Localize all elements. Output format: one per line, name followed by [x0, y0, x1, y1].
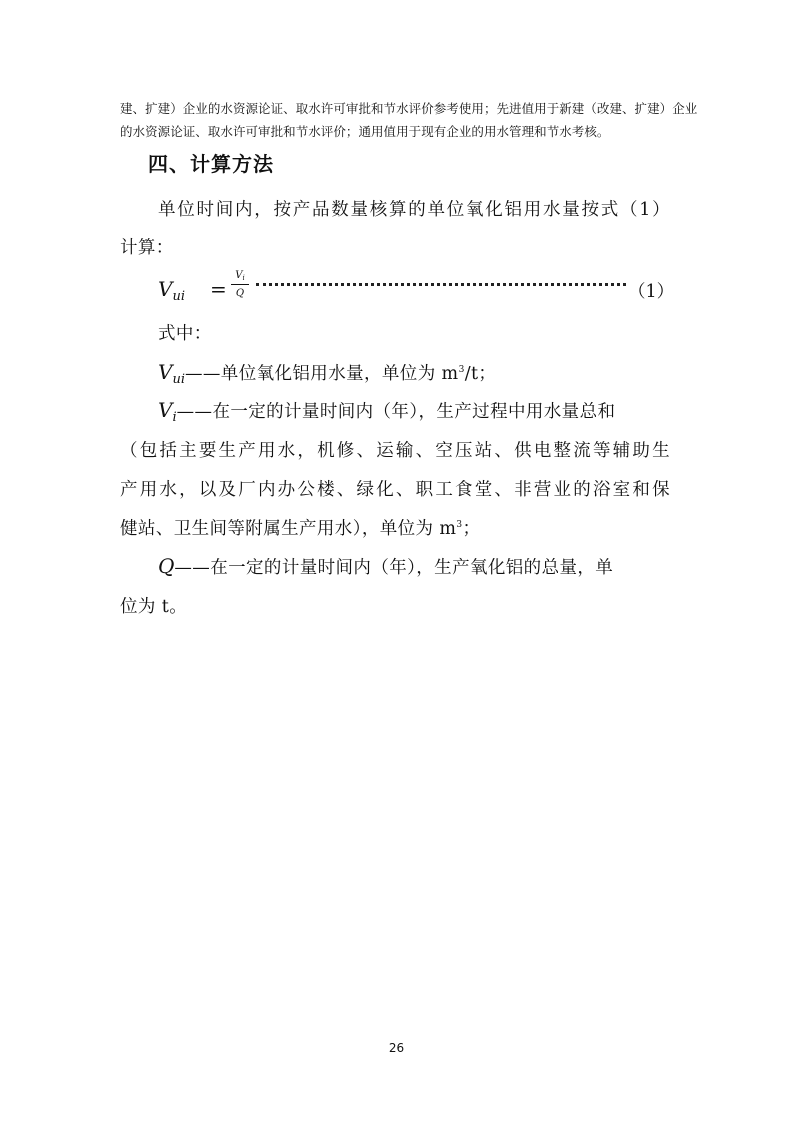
intro-line-1: 建、扩建）企业的水资源论证、取水许可审批和节水评价参考使用；先进值用于新建（改建、扩建）企业 — [120, 101, 698, 116]
formula-equals: = — [210, 277, 227, 301]
definition-q-line-1: Q——在一定的计量时间内（年），生产氧化铝的总量，单 — [158, 554, 614, 578]
definition-vi-line-1: $V_i——$在一定的计量时间内（年），生产过程中用水量总和 — [158, 398, 616, 425]
intro-line-2: 的水资源论证、取水许可审批和节水评价；通用值用于现有企业的用水管理和节水考核。 — [120, 124, 610, 139]
formula-lhs: $V_{ui}$ — [158, 277, 185, 304]
formula-dot-leader — [256, 283, 626, 286]
definition-vi-line-3: 产用水，以及厂内办公楼、绿化、职工食堂、非营业的浴室和保 — [120, 480, 670, 500]
section-heading: 四、计算方法 — [148, 152, 274, 176]
vi-symbol: $V_i$ — [158, 398, 177, 425]
formula-fraction — [231, 271, 249, 299]
definition-vi-line-4: 健站、卫生间等附属生产用水），单位为 $m^3$； — [120, 519, 481, 539]
method-paragraph-line-1: 单位时间内，按产品数量核算的单位氧化铝用水量按式（1） — [158, 200, 670, 220]
formula-numerator: $V_i$ — [231, 271, 249, 285]
formula-denominator: Q — [235, 288, 245, 299]
q-symbol: Q — [158, 554, 175, 578]
vui-symbol: $V_{ui}$ — [158, 360, 185, 387]
where-label: 式中： — [158, 324, 212, 344]
definition-q-line-2: 位为 t。 — [120, 597, 188, 617]
definition-vui: $V_{ui}——$单位氧化铝用水量，单位为 $m^3/t$； — [158, 360, 497, 387]
page-number: 26 — [388, 1041, 405, 1055]
definition-vi-line-2: （包括主要生产用水，机修、运输、空压站、供电整流等辅助生 — [120, 441, 670, 461]
formula-number: （1） — [628, 282, 675, 302]
method-paragraph-line-2: 计算： — [120, 238, 174, 258]
formula-1 — [158, 270, 675, 311]
